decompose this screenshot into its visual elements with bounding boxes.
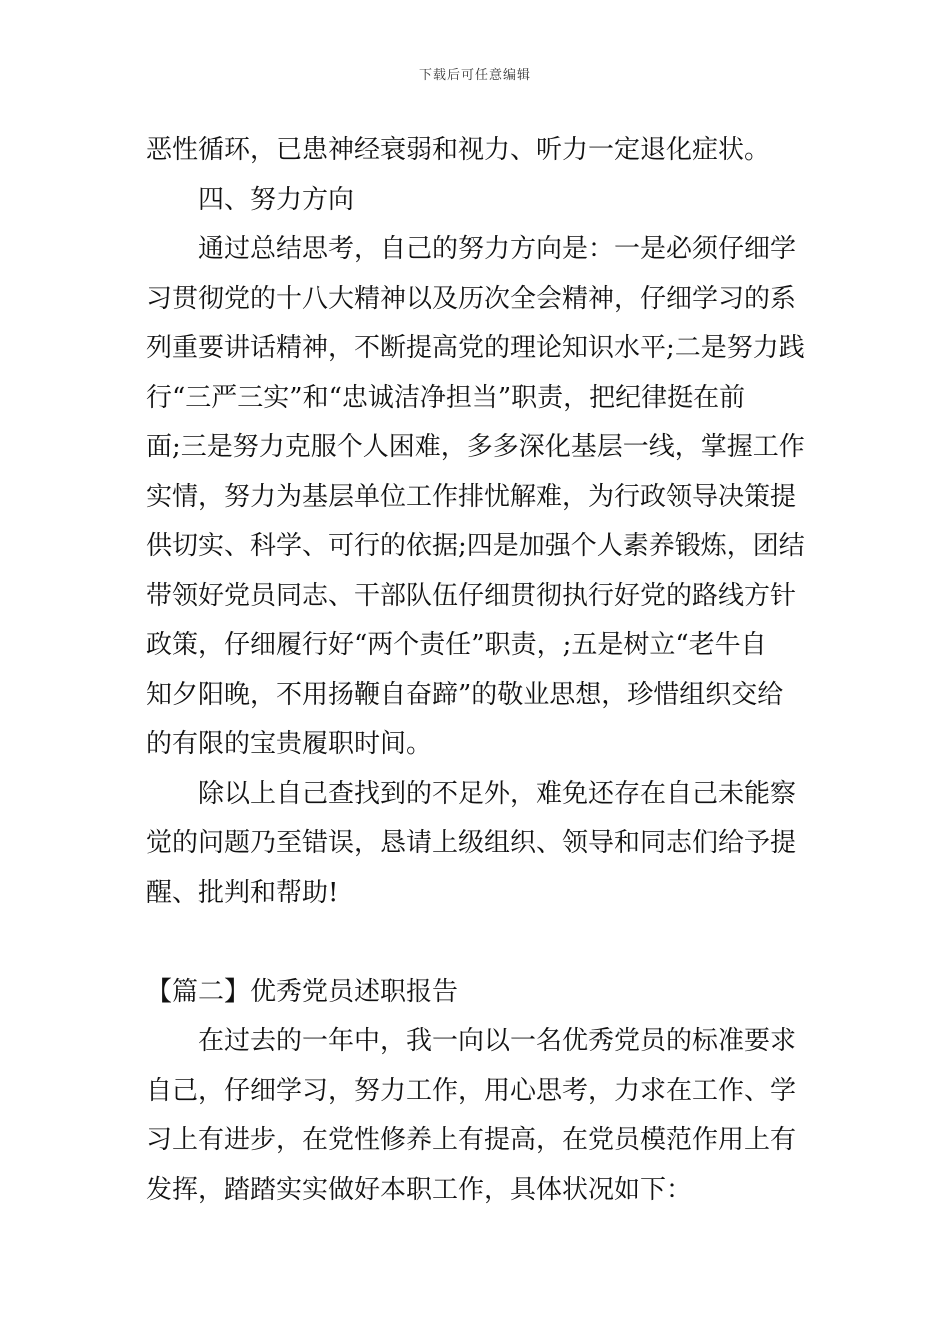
text-line: 觉的问题乃至错误，恳请上级组织、领导和同志们给予提	[146, 828, 797, 858]
text-line: 发挥，踏踏实实做好本职工作，具体状况如下：	[146, 1174, 693, 1205]
text-line: 通过总结思考，自己的努力方向是：一是必须仔细学	[198, 234, 797, 264]
text-line: 行“三严三实”和“忠诚洁净担当”职责，把纪律挺在前	[146, 382, 746, 413]
text-line: 习贯彻党的十八大精神以及历次全会精神，仔细学习的系	[146, 283, 797, 314]
text-line: 面;三是努力克服个人困难，多多深化基层一线，掌握工作	[146, 432, 805, 462]
text-line: 醒、批判和帮助!	[146, 877, 339, 908]
text-line: 知夕阳晚，不用扬鞭自奋蹄”的敬业思想，珍惜组织交给	[146, 679, 784, 710]
text-line: 习上有进步，在党性修养上有提高，在党员模范作用上有	[146, 1125, 797, 1155]
text-line: 自己，仔细学习，努力工作，用心思考，力求在工作、学	[146, 1075, 797, 1106]
text-line: 除以上自己查找到的不足外，难免还存在自己未能察	[198, 778, 797, 809]
text-line: 列重要讲话精神，不断提高党的理论知识水平;二是努力践	[146, 333, 805, 363]
text-line: 的有限的宝贵履职时间。	[146, 729, 433, 759]
text-line: 恶性循环，已患神经衰弱和视力、听力一定退化症状。	[146, 135, 771, 165]
text-line: 在过去的一年中，我一向以一名优秀党员的标准要求	[198, 1026, 797, 1056]
article-title: 【篇二】优秀党员述职报告	[146, 976, 459, 1007]
text-line: 实情，努力为基层单位工作排忧解难，为行政领导决策提	[146, 481, 797, 512]
section-heading: 四、努力方向	[198, 184, 355, 215]
document-body	[146, 126, 808, 1215]
text-line: 政策，仔细履行好“两个责任”职责，;五是树立“老牛自	[146, 630, 767, 660]
page-header: 下载后可任意编辑	[418, 68, 531, 83]
text-line: 供切实、科学、可行的依据;四是加强个人素养锻炼，团结	[146, 531, 805, 561]
paragraph-gap	[146, 918, 808, 968]
text-line: 带领好党员同志、干部队伍仔细贯彻执行好党的路线方针	[146, 580, 797, 611]
